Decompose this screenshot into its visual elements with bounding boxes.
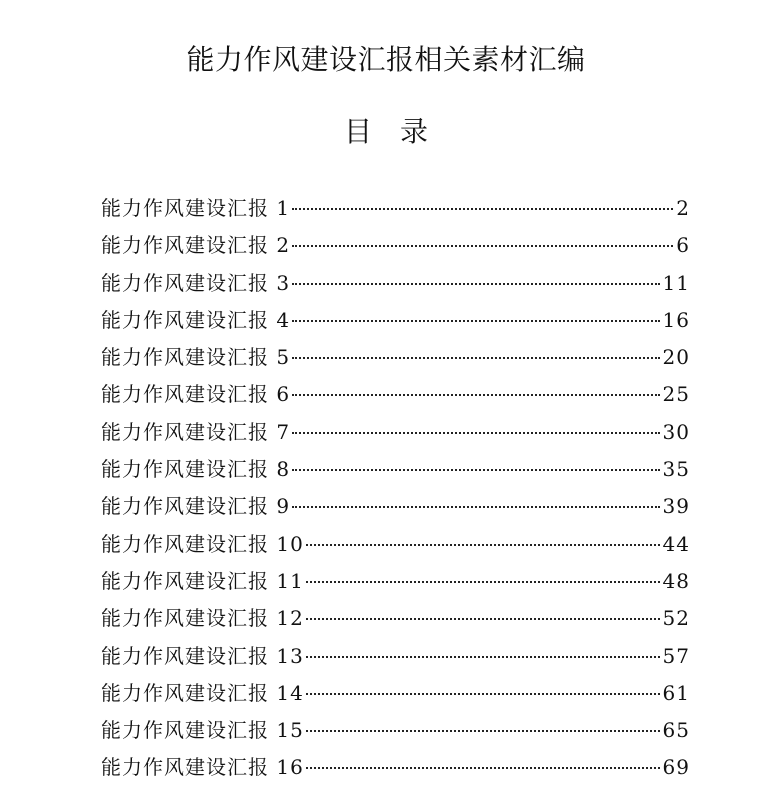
toc-dot-leader — [292, 208, 673, 210]
toc-entry[interactable] — [101, 376, 690, 413]
toc-dot-leader — [292, 357, 659, 359]
toc-entry-label: 能力作风建设汇报 9 — [101, 494, 291, 519]
toc-entry-page-number: 35 — [662, 457, 690, 482]
toc-heading: 目 录 — [343, 115, 428, 148]
toc-entry-page-number: 48 — [662, 568, 690, 593]
toc-entry-page-number: 11 — [662, 270, 690, 295]
toc-entry-label: 能力作风建设汇报 3 — [101, 270, 291, 295]
toc-entry[interactable] — [101, 339, 690, 376]
toc-entry-page-number: 25 — [662, 382, 690, 407]
toc-dot-leader — [292, 394, 659, 396]
toc-entry[interactable] — [101, 563, 690, 600]
table-of-contents — [101, 190, 690, 787]
toc-entry[interactable] — [101, 675, 690, 712]
toc-entry-page-number: 57 — [662, 643, 690, 668]
toc-entry-page-number: 39 — [662, 494, 690, 519]
toc-entry-page-number: 44 — [662, 531, 690, 556]
toc-entry-page-number: 20 — [662, 345, 690, 370]
toc-dot-leader — [306, 618, 660, 620]
toc-entry-label: 能力作风建设汇报 10 — [101, 531, 304, 556]
toc-dot-leader — [292, 283, 659, 285]
toc-entry-label: 能力作风建设汇报 4 — [101, 307, 291, 332]
toc-entry-label: 能力作风建设汇报 15 — [101, 718, 304, 743]
toc-entry[interactable] — [101, 302, 690, 339]
toc-entry-label: 能力作风建设汇报 13 — [101, 643, 304, 668]
toc-entry-page-number: 61 — [662, 680, 690, 705]
toc-entry-label: 能力作风建设汇报 1 — [101, 196, 291, 220]
toc-entry-label: 能力作风建设汇报 7 — [101, 419, 291, 444]
toc-entry[interactable] — [101, 526, 690, 563]
toc-entry-page-number: 16 — [662, 307, 690, 332]
toc-entry[interactable] — [101, 265, 690, 302]
toc-entry[interactable] — [101, 227, 690, 264]
toc-entry-label: 能力作风建设汇报 5 — [101, 345, 291, 370]
document-title: 能力作风建设汇报相关素材汇编 — [186, 43, 586, 76]
toc-entry[interactable] — [101, 451, 690, 488]
toc-entry[interactable] — [101, 488, 690, 525]
toc-dot-leader — [306, 693, 660, 695]
toc-entry-label: 能力作风建设汇报 16 — [101, 755, 304, 780]
toc-dot-leader — [292, 320, 659, 322]
toc-entry-page-number: 69 — [662, 755, 690, 780]
toc-entry[interactable] — [101, 712, 690, 749]
toc-entry[interactable] — [101, 638, 690, 675]
toc-entry-label: 能力作风建设汇报 12 — [101, 606, 304, 631]
toc-dot-leader — [306, 767, 660, 769]
toc-dot-leader — [292, 245, 673, 247]
toc-entry-label: 能力作风建设汇报 11 — [101, 568, 304, 593]
toc-dot-leader — [292, 469, 659, 471]
toc-entry-label: 能力作风建设汇报 2 — [101, 233, 291, 258]
toc-dot-leader — [306, 544, 660, 546]
toc-dot-leader — [306, 730, 660, 732]
toc-entry[interactable] — [101, 749, 690, 786]
toc-entry-label: 能力作风建设汇报 14 — [101, 680, 304, 705]
toc-entry-label: 能力作风建设汇报 8 — [101, 457, 291, 482]
toc-entry-page-number: 65 — [662, 718, 690, 743]
toc-entry[interactable] — [101, 600, 690, 637]
toc-dot-leader — [292, 506, 659, 508]
toc-dot-leader — [306, 656, 660, 658]
toc-entry-page-number: 52 — [662, 606, 690, 631]
toc-entry[interactable] — [101, 190, 690, 227]
toc-entry-page-number: 30 — [662, 419, 690, 444]
toc-entry-label: 能力作风建设汇报 6 — [101, 382, 291, 407]
toc-dot-leader — [292, 432, 659, 434]
toc-entry[interactable] — [101, 414, 690, 451]
toc-dot-leader — [306, 581, 660, 583]
toc-entry-page-number: 6 — [676, 233, 690, 258]
toc-entry-page-number: 2 — [676, 196, 690, 220]
